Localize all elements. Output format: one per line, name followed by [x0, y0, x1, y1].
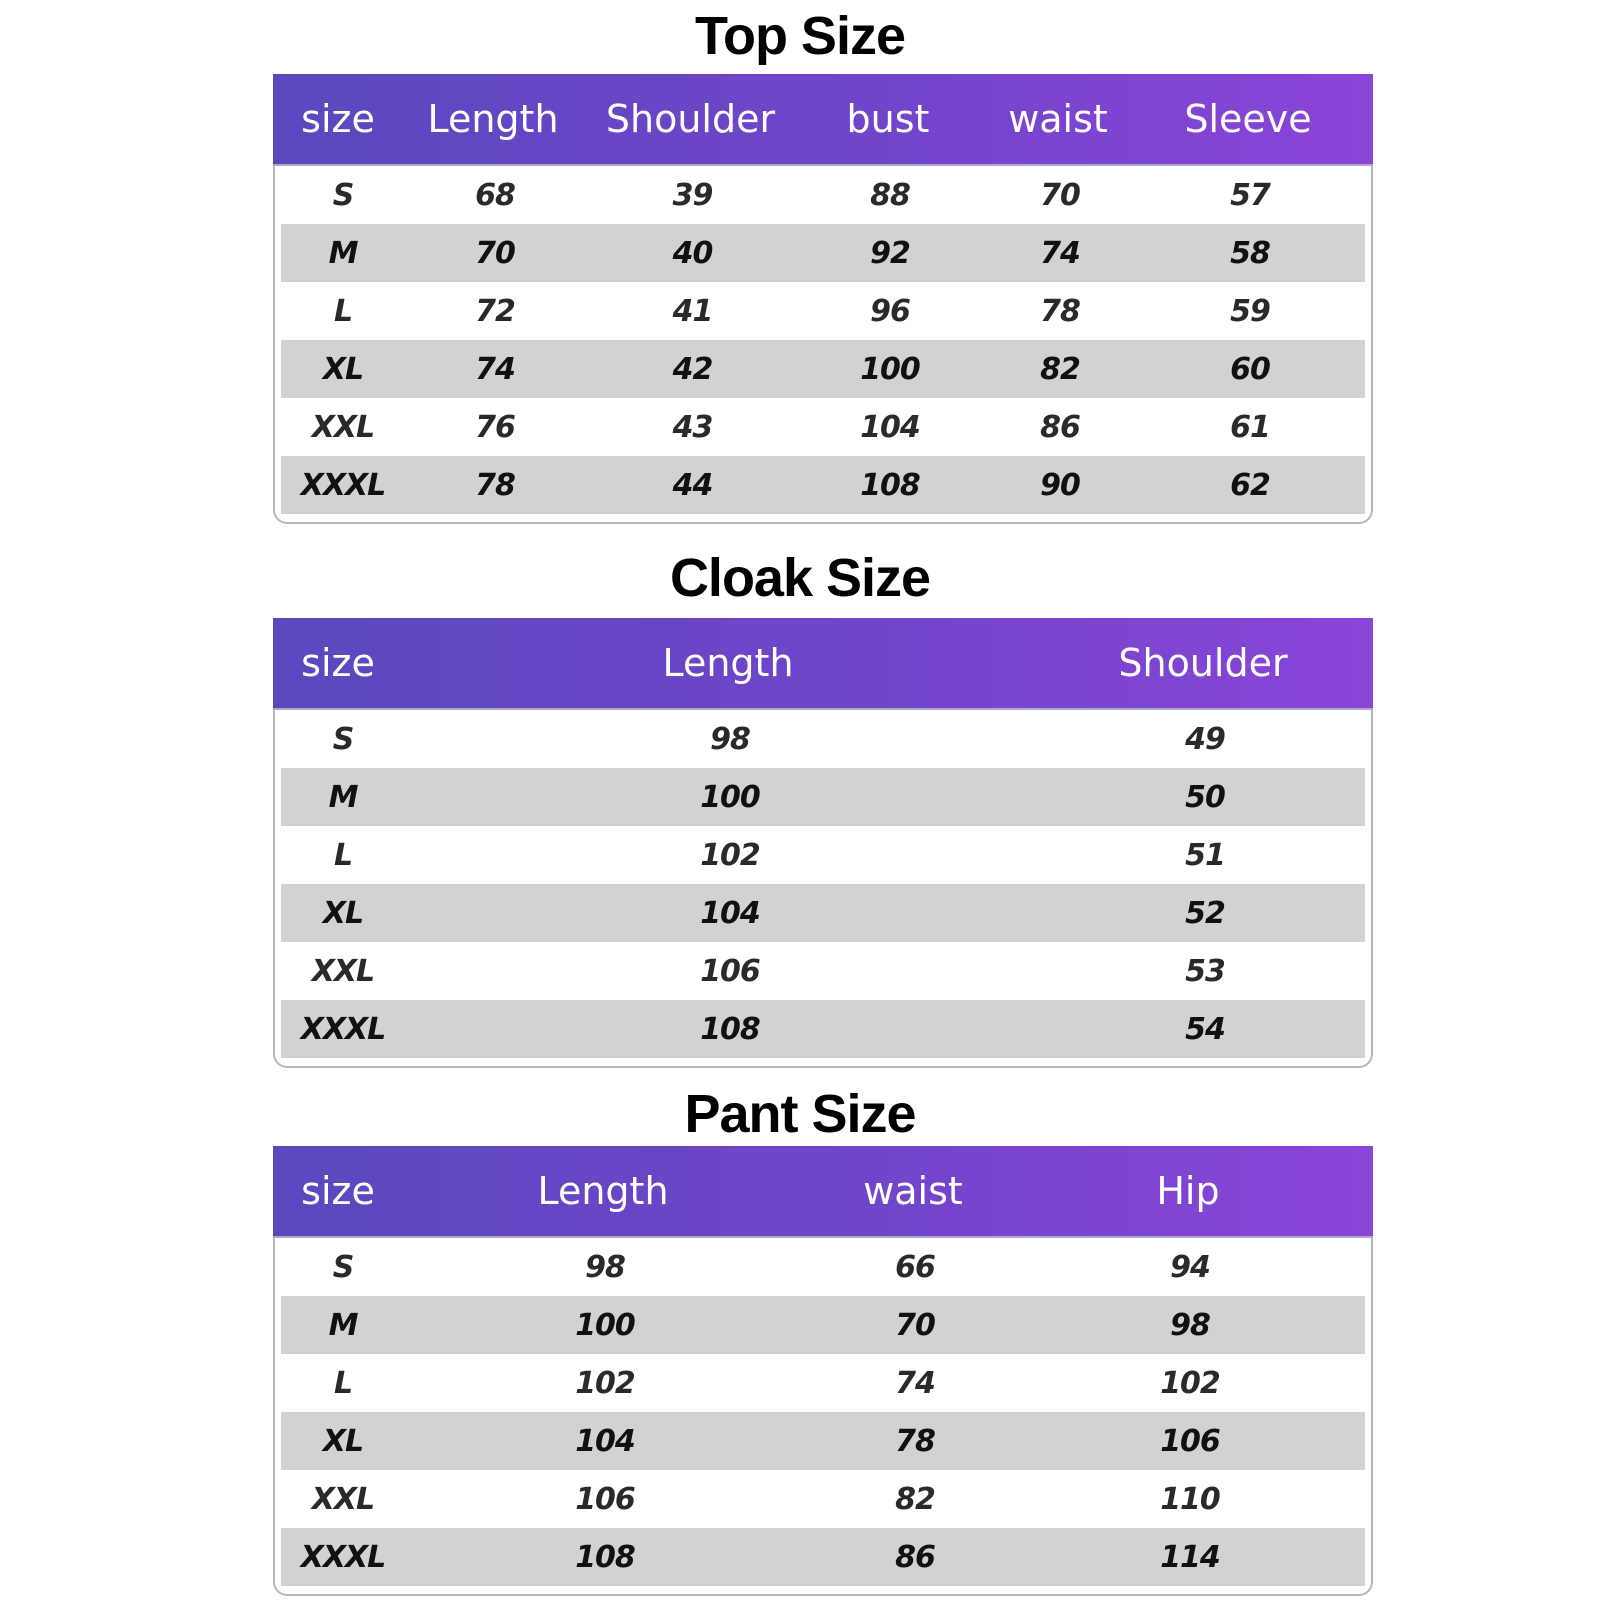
table-row [281, 768, 1365, 826]
top-header-row [273, 74, 1373, 166]
measurement-cell: 74 [475, 351, 515, 387]
column-header: Shoulder [605, 97, 776, 141]
size-cell: XL [322, 895, 364, 931]
measurement-cell: 108 [575, 1539, 635, 1575]
table-row [281, 884, 1365, 942]
table-row [281, 456, 1365, 514]
measurement-cell: 98 [585, 1249, 625, 1285]
measurement-cell: 106 [1160, 1423, 1220, 1459]
table-row [281, 710, 1365, 768]
measurement-cell: 66 [895, 1249, 935, 1285]
column-header: size [301, 97, 375, 141]
column-header: size [301, 641, 375, 685]
measurement-cell: 49 [1185, 721, 1225, 757]
size-cell: XXXL [300, 1011, 386, 1047]
measurement-cell: 76 [475, 409, 515, 445]
table-row [281, 1470, 1365, 1528]
column-header: Shoulder [1118, 641, 1288, 685]
pant-table-body [275, 1238, 1371, 1594]
size-cell: L [333, 837, 353, 873]
table-row [281, 224, 1365, 282]
measurement-cell: 78 [475, 467, 515, 503]
measurement-cell: 110 [1160, 1481, 1220, 1517]
column-header: size [301, 1169, 375, 1213]
measurement-cell: 53 [1185, 953, 1225, 989]
table-row [281, 1296, 1365, 1354]
measurement-cell: 102 [700, 837, 760, 873]
measurement-cell: 72 [475, 293, 515, 329]
table-row [281, 1238, 1365, 1296]
measurement-cell: 88 [870, 177, 910, 213]
top-size-table [273, 74, 1373, 524]
column-header: Hip [1156, 1169, 1220, 1213]
measurement-cell: 51 [1185, 837, 1225, 873]
table-row [281, 826, 1365, 884]
size-cell: XXL [311, 953, 375, 989]
measurement-cell: 61 [1230, 409, 1270, 445]
measurement-cell: 74 [1040, 235, 1080, 271]
measurement-cell: 108 [700, 1011, 760, 1047]
measurement-cell: 104 [575, 1423, 635, 1459]
measurement-cell: 74 [895, 1365, 935, 1401]
measurement-cell: 104 [860, 409, 920, 445]
measurement-cell: 40 [672, 235, 713, 271]
column-header: waist [1008, 97, 1108, 141]
column-header: Length [427, 97, 559, 141]
measurement-cell: 43 [672, 409, 713, 445]
measurement-cell: 70 [475, 235, 515, 271]
measurement-cell: 94 [1170, 1249, 1210, 1285]
measurement-cell: 114 [1160, 1539, 1220, 1575]
table-row [281, 282, 1365, 340]
measurement-cell: 70 [895, 1307, 935, 1343]
cloak-size-table [273, 618, 1373, 1068]
measurement-cell: 68 [475, 177, 515, 213]
cloak-size-title: Cloak Size [669, 548, 931, 608]
measurement-cell: 106 [575, 1481, 635, 1517]
measurement-cell: 82 [895, 1481, 935, 1517]
cloak-header-row [273, 618, 1373, 710]
measurement-cell: 82 [1040, 351, 1080, 387]
measurement-cell: 39 [672, 177, 713, 213]
size-cell: S [332, 721, 354, 757]
column-header: Length [537, 1169, 669, 1213]
measurement-cell: 100 [575, 1307, 635, 1343]
column-header: Sleeve [1184, 97, 1312, 141]
measurement-cell: 44 [672, 467, 713, 503]
table-row [281, 398, 1365, 456]
table-row [281, 1000, 1365, 1058]
measurement-cell: 42 [672, 351, 713, 387]
size-cell: XL [322, 1423, 364, 1459]
measurement-cell: 100 [700, 779, 760, 815]
measurement-cell: 96 [870, 293, 910, 329]
size-cell: XL [322, 351, 364, 387]
column-header: bust [846, 97, 930, 141]
size-cell: XXL [311, 1481, 375, 1517]
size-cell: XXL [311, 409, 375, 445]
table-row [281, 1528, 1365, 1586]
pant-size-table [273, 1146, 1373, 1596]
measurement-cell: 57 [1230, 177, 1270, 213]
measurement-cell: 78 [895, 1423, 935, 1459]
measurement-cell: 54 [1185, 1011, 1225, 1047]
top-table-body [275, 166, 1371, 522]
table-row [281, 942, 1365, 1000]
measurement-cell: 102 [1160, 1365, 1220, 1401]
pant-header-row [273, 1146, 1373, 1238]
measurement-cell: 90 [1040, 467, 1080, 503]
size-cell: M [328, 779, 358, 815]
size-cell: L [333, 1365, 353, 1401]
measurement-cell: 52 [1185, 895, 1225, 931]
measurement-cell: 62 [1230, 467, 1270, 503]
measurement-cell: 60 [1230, 351, 1270, 387]
size-cell: XXXL [300, 467, 386, 503]
table-row [281, 166, 1365, 224]
measurement-cell: 100 [860, 351, 920, 387]
table-row [281, 1412, 1365, 1470]
measurement-cell: 86 [1040, 409, 1080, 445]
column-header: Length [662, 641, 794, 685]
measurement-cell: 106 [700, 953, 760, 989]
table-row [281, 340, 1365, 398]
measurement-cell: 98 [1170, 1307, 1210, 1343]
measurement-cell: 58 [1230, 235, 1270, 271]
measurement-cell: 78 [1040, 293, 1080, 329]
table-row [281, 1354, 1365, 1412]
measurement-cell: 104 [700, 895, 760, 931]
pant-size-title: Pant Size [684, 1084, 916, 1144]
measurement-cell: 70 [1040, 177, 1080, 213]
size-cell: XXXL [300, 1539, 386, 1575]
measurement-cell: 102 [575, 1365, 635, 1401]
measurement-cell: 50 [1185, 779, 1225, 815]
cloak-table-body [275, 710, 1371, 1066]
size-cell: L [333, 293, 353, 329]
size-cell: M [328, 235, 358, 271]
measurement-cell: 86 [895, 1539, 935, 1575]
size-cell: S [332, 177, 354, 213]
top-size-title: Top Size [694, 6, 905, 66]
measurement-cell: 92 [870, 235, 910, 271]
column-header: waist [863, 1169, 963, 1213]
measurement-cell: 108 [860, 467, 920, 503]
measurement-cell: 98 [710, 721, 750, 757]
size-cell: S [332, 1249, 354, 1285]
size-cell: M [328, 1307, 358, 1343]
measurement-cell: 41 [672, 293, 713, 329]
measurement-cell: 59 [1230, 293, 1270, 329]
